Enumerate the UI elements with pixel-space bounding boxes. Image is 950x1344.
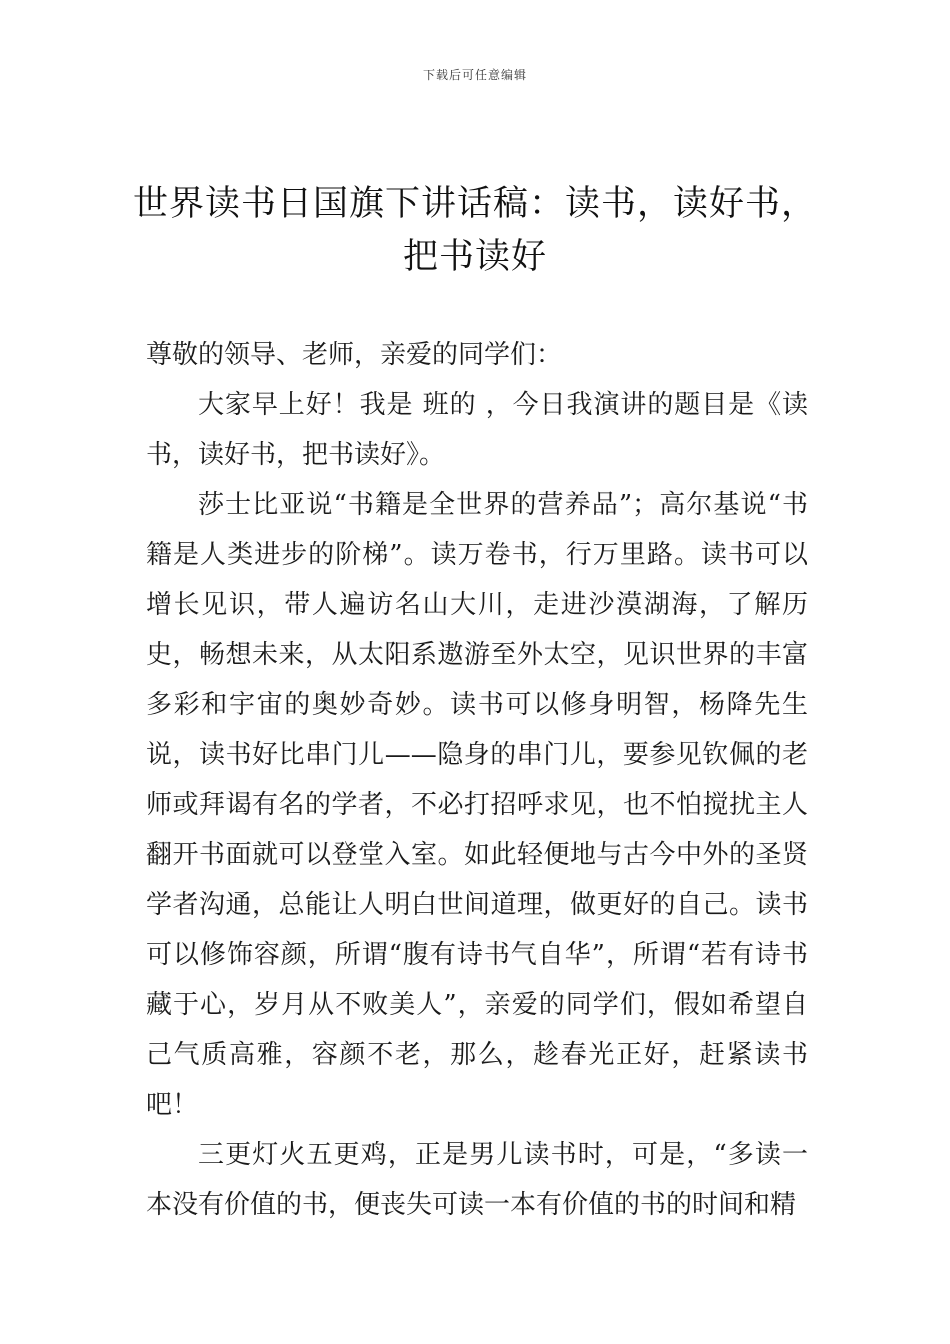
paragraph-benefits: 莎士比亚说“书籍是全世界的营养品”；高尔基说“书籍是人类进步的阶梯”。读万卷书，行万里路。读书可以增长见识，带人遍访名山大川，走进沙漠湖海，了解历史，畅想未来，从太阳系遨游至外太空，见识世界的丰富多彩和宇宙的奥妙奇妙。读书可以修身明智，杨降先生说，读书好比串门儿——隐身的串门儿，要参见钦佩的老师或拜谒有名的学者，不必打招呼求见，也不怕搅扰主人翻开书面就可以登堂入室。如此轻便地与古今中外的圣贤学者沟通，总能让人明白世间道理，做更好的自己。读书可以修饰容颜，所谓“腹有诗书气自华”，所谓“若有诗书藏于心，岁月从不败美人”，亲爱的同学们，假如希望自己气质高雅，容颜不老，那么，趁春光正好，赶紧读书吧！ (146, 490, 808, 1120)
paragraph-choose-books: 三更灯火五更鸡，正是男儿读书时，可是，“多读一本没有价值的书，便丧失可读一本有价值的书的时间和精 (146, 1140, 808, 1220)
document-title (120, 178, 830, 284)
title-line-1: 世界读书日国旗下讲话稿：读书，读好书， (132, 184, 817, 224)
header-note: 下载后可任意编辑 (422, 68, 527, 82)
title-line-2: 把书读好 (402, 237, 547, 277)
document-body (146, 330, 808, 1230)
salutation: 尊敬的领导、老师，亲爱的同学们： (146, 340, 563, 370)
paragraph-greeting: 大家早上好！我是 班的 ，今日我演讲的题目是《读书，读好书，把书读好》。 (146, 390, 808, 470)
